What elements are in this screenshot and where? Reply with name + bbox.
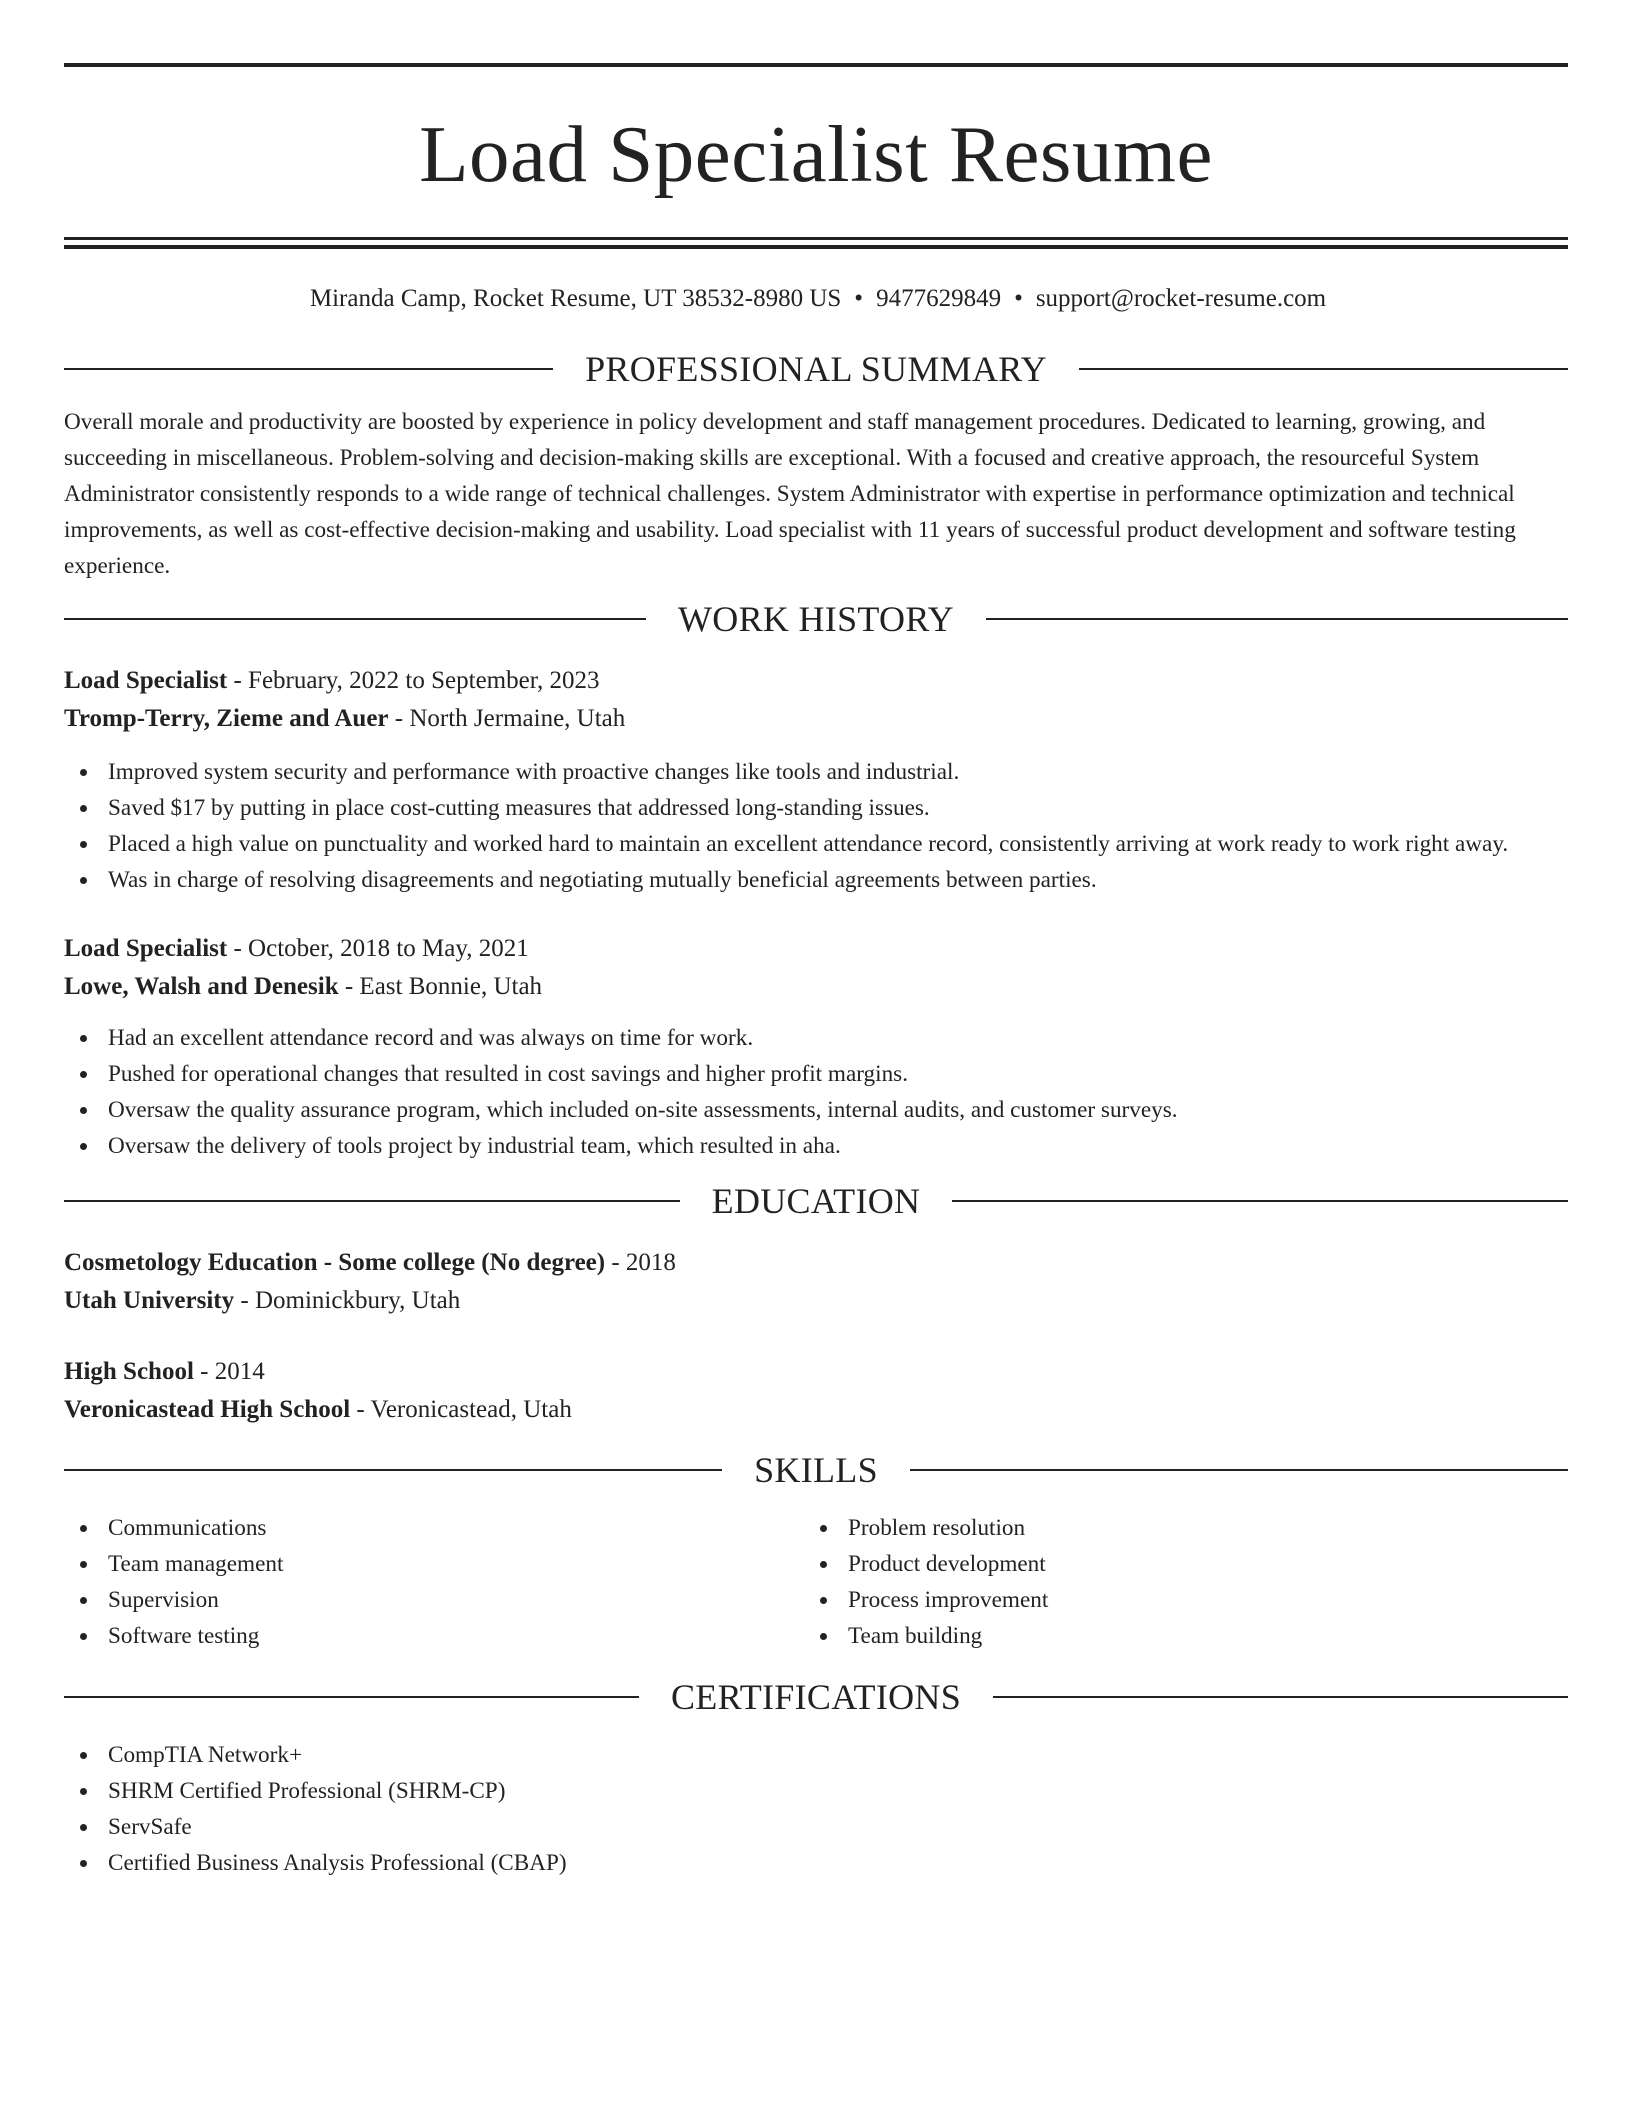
section-title: WORK HISTORY (678, 599, 954, 639)
bullet-icon (80, 1071, 87, 1078)
heading-rule-right (910, 1469, 1568, 1471)
list-item (64, 1128, 1568, 1164)
heading-rule-left (64, 1696, 639, 1698)
skill-text: Team management (108, 1551, 284, 1577)
section-heading-summary (64, 347, 1568, 391)
section-heading-education (64, 1179, 1568, 1223)
job-company: Tromp-Terry, Zieme and Auer (64, 705, 389, 732)
heading-rule-left (64, 1469, 722, 1471)
skills-column-left (64, 1510, 804, 1654)
degree-line (64, 1244, 1568, 1282)
list-item (64, 1809, 1568, 1845)
job-company: Lowe, Walsh and Denesik (64, 973, 339, 1000)
list-item (64, 1510, 804, 1546)
skill-text: Team building (848, 1623, 983, 1649)
certification-text: CompTIA Network+ (108, 1742, 303, 1768)
skill-text: Product development (848, 1551, 1046, 1577)
job-location: - North Jermaine, Utah (388, 705, 626, 732)
bullet-icon (80, 877, 87, 884)
skill-text: Communications (108, 1515, 267, 1541)
list-item (64, 826, 1568, 862)
heading-rule-left (64, 368, 553, 370)
contact-separator: • (1014, 285, 1023, 312)
degree-year: - 2018 (605, 1249, 676, 1276)
top-rule (64, 63, 1568, 67)
bullet-icon (820, 1633, 827, 1640)
bullet-text: Had an excellent attendance record and was always on time for work. (108, 1025, 754, 1051)
bullet-icon (80, 1597, 87, 1604)
job-title-line (64, 662, 1568, 700)
list-item (804, 1618, 1568, 1654)
education-entry (64, 1244, 1568, 1320)
job-bullets (64, 754, 1568, 898)
job-location: - East Bonnie, Utah (338, 973, 543, 1000)
bullet-icon (80, 1633, 87, 1640)
degree-year: - 2014 (193, 1358, 265, 1385)
list-item (64, 1618, 804, 1654)
education-entry (64, 1353, 1568, 1429)
bullet-icon (80, 1035, 87, 1042)
list-item (64, 754, 1568, 790)
list-item (64, 1737, 1568, 1773)
contact-line (64, 282, 1568, 316)
job-entry (64, 930, 1568, 1164)
skill-text: Process improvement (848, 1587, 1049, 1613)
skill-text: Supervision (108, 1587, 219, 1613)
job-dates: - October, 2018 to May, 2021 (227, 935, 529, 962)
bullet-text: Oversaw the delivery of tools project by industrial team, which resulted in aha. (108, 1133, 841, 1159)
bullet-text: Oversaw the quality assurance program, which included on-site assessments, internal audits, and customer surveys. (108, 1097, 1178, 1123)
job-bullets (64, 1020, 1568, 1164)
bullet-text: Improved system security and performance with proactive changes like tools and industrial. (108, 759, 960, 785)
bullet-icon (80, 1860, 87, 1867)
bullet-icon (820, 1597, 827, 1604)
degree: Cosmetology Education - Some college (No degree) (64, 1249, 606, 1276)
degree-line (64, 1353, 1568, 1391)
bullet-icon (80, 1143, 87, 1150)
contact-email: support@rocket-resume.com (1035, 285, 1327, 312)
contact-separator: • (854, 285, 864, 312)
section-title: CERTIFICATIONS (670, 1677, 962, 1717)
school-line (64, 1391, 1568, 1429)
skills-column-right (804, 1510, 1568, 1654)
list-item (64, 862, 1568, 898)
list-item (64, 790, 1568, 826)
job-company-line (64, 700, 1568, 738)
heading-rule-right (952, 1200, 1568, 1202)
bullet-icon (80, 1107, 87, 1114)
bullet-text: Saved $17 by putting in place cost-cutting measures that addressed long-standing issues. (108, 795, 930, 821)
list-item (804, 1546, 1568, 1582)
school: Utah University (64, 1287, 235, 1314)
heading-rule-right (986, 618, 1568, 620)
school: Veronicastead High School (64, 1396, 351, 1423)
list-item (64, 1773, 1568, 1809)
bullet-icon (80, 805, 87, 812)
skill-text: Software testing (108, 1623, 260, 1649)
job-company-line (64, 968, 1568, 1006)
bullet-text: Was in charge of resolving disagreements and negotiating mutually beneficial agreements between parties. (108, 867, 1097, 893)
bullet-icon (820, 1561, 827, 1568)
bullet-icon (80, 1788, 87, 1795)
school-location: - Veronicastead, Utah (350, 1396, 572, 1423)
heading-rule-left (64, 1200, 680, 1202)
section-title: PROFESSIONAL SUMMARY (585, 349, 1047, 389)
school-line (64, 1282, 1568, 1320)
bullet-icon (80, 841, 87, 848)
skill-text: Problem resolution (848, 1515, 1026, 1541)
certification-text: Certified Business Analysis Professional (CBAP) (108, 1850, 567, 1876)
section-title: EDUCATION (711, 1181, 921, 1221)
list-item (64, 1845, 1568, 1881)
heading-rule-right (993, 1696, 1568, 1698)
section-title: SKILLS (754, 1450, 878, 1490)
resume-title: Load Specialist Resume (419, 109, 1213, 199)
contact-address: Miranda Camp, Rocket Resume, UT 38532-8980 US (309, 285, 842, 312)
job-title-line (64, 930, 1568, 968)
section-heading-skills (64, 1448, 1568, 1492)
bullet-icon (80, 769, 87, 776)
bullet-text: Pushed for operational changes that resulted in cost savings and higher profit margins. (108, 1061, 909, 1087)
list-item (64, 1546, 804, 1582)
title-double-rule (64, 237, 1568, 249)
bullet-icon (820, 1525, 827, 1532)
summary-text: Overall morale and productivity are boosted by experience in policy development and staff management procedures. Dedicated to learning, growing, and succeeding in miscellaneous. Problem-solving and decision-making skills are exceptional. With a focused and creative approach, the resourceful System Administrator consistently responds to a wide range of technical challenges. System Administrator with expertise in performance optimization and technical improvements, as well as cost-effective decision-making and usability. Load specialist with 11 years of successful product development and software testing experience. (64, 409, 1516, 579)
list-item (804, 1510, 1568, 1546)
section-heading-work-history (64, 597, 1568, 641)
bullet-icon (80, 1561, 87, 1568)
bullet-icon (80, 1752, 87, 1759)
job-title: Load Specialist (64, 667, 228, 694)
degree: High School (64, 1358, 194, 1385)
list-item (64, 1582, 804, 1618)
certification-text: ServSafe (108, 1814, 192, 1840)
skills-grid (64, 1510, 1568, 1654)
list-item (64, 1092, 1568, 1128)
job-entry (64, 662, 1568, 898)
list-item (64, 1020, 1568, 1056)
certification-text: SHRM Certified Professional (SHRM-CP) (108, 1778, 506, 1804)
heading-rule-left (64, 618, 646, 620)
list-item (804, 1582, 1568, 1618)
bullet-icon (80, 1824, 87, 1831)
school-location: - Dominickbury, Utah (234, 1287, 461, 1314)
resume-page (64, 0, 1568, 1881)
bullet-icon (80, 1525, 87, 1532)
section-heading-certifications (64, 1675, 1568, 1719)
job-title: Load Specialist (64, 935, 228, 962)
bullet-text: Placed a high value on punctuality and worked hard to maintain an excellent attendance record, consistently arriving at work ready to work right away. (108, 831, 1509, 857)
certifications-list (64, 1737, 1568, 1881)
contact-phone: 9477629849 (876, 285, 1002, 312)
list-item (64, 1056, 1568, 1092)
heading-rule-right (1079, 368, 1568, 370)
job-dates: - February, 2022 to September, 2023 (227, 667, 600, 694)
